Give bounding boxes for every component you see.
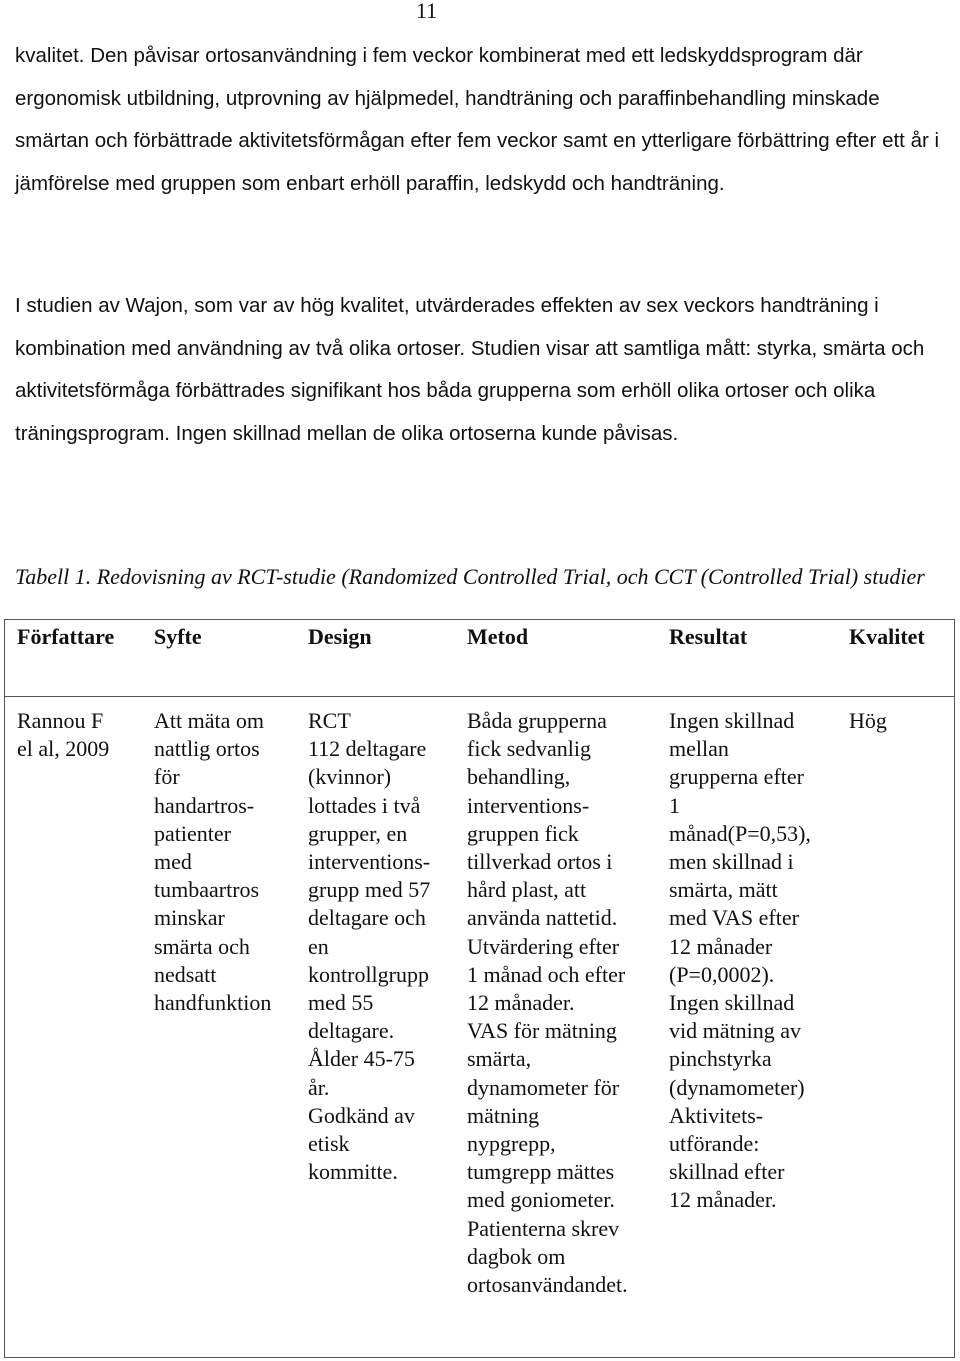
header-design: Design [308, 624, 372, 649]
header-quality: Kvalitet [849, 624, 925, 649]
header-author: Författare [17, 624, 115, 649]
study-table [4, 619, 955, 1358]
table-header-row [5, 619, 954, 697]
header-method: Metod [467, 624, 529, 649]
header-result: Resultat [669, 624, 748, 649]
body-paragraph-2: I studien av Wajon, som var av hög kvalitet, utvärderades effekten av sex veckors handträning i kombination med användning av två olika ortoser. Studien visar att samtliga mått: styrka, smärta och aktivitetsförmåga förbättrades signifikant hos båda grupperna som erhöll olika ortoser och olika träningsprogram. Ingen skillnad mellan de olika ortoserna kunde påvisas. [15, 294, 925, 445]
cell-aim: Att mäta om nattlig ortos för handartros- patienter med tumbaartros minskar smärta och nedsatt handfunktion [154, 708, 272, 1016]
cell-quality: Hög [849, 708, 887, 733]
page-number: 11 [416, 0, 438, 23]
cell-method: Båda grupperna fick sedvanlig behandling, interventions- gruppen fick tillverkad ortos i hård plast, att använda nattetid. Utvärdering efter 1 månad och efter 12 månader. VAS för mätning smärta, dynamometer för mätning nypgrepp, tumgrepp mättes med goniometer. Patienterna skrev dagbok om ortosanvändandet. [467, 708, 628, 1298]
cell-design: RCT 112 deltagare (kvinnor) lottades i två grupper, en interventions- grupp med 57 deltagare och en kontrollgrupp med 55 deltagare. Ålder 45-75 år. Godkänd av etisk kommitte. [308, 708, 431, 1185]
cell-result: Ingen skillnad mellan grupperna efter 1 månad(P=0,53), men skillnad i smärta, mätt med VAS efter 12 månader (P=0,0002). Ingen skillnad vid mätning av pinchstyrka (dynamometer) Aktivitets- utförande: skillnad efter 12 månader. [669, 708, 811, 1213]
cell-author: Rannou F el al, 2009 [17, 708, 110, 762]
body-paragraph-1: kvalitet. Den påvisar ortosanvändning i fem veckor kombinerat med ett ledskyddsprogram där ergonomisk utbildning, utprovning av hjälpmedel, handträning och paraffinbehandling minskade smärtan och förbättrade aktivitetsförmågan efter fem veckor samt en ytterligare förbättring efter ett år i jämförelse med gruppen som enbart erhöll paraffin, ledskydd och handträning. [15, 44, 940, 195]
table-caption: Tabell 1. Redovisning av RCT-studie (Randomized Controlled Trial, och CCT (Controlled Trial) studier [15, 564, 925, 589]
header-aim: Syfte [154, 624, 202, 649]
